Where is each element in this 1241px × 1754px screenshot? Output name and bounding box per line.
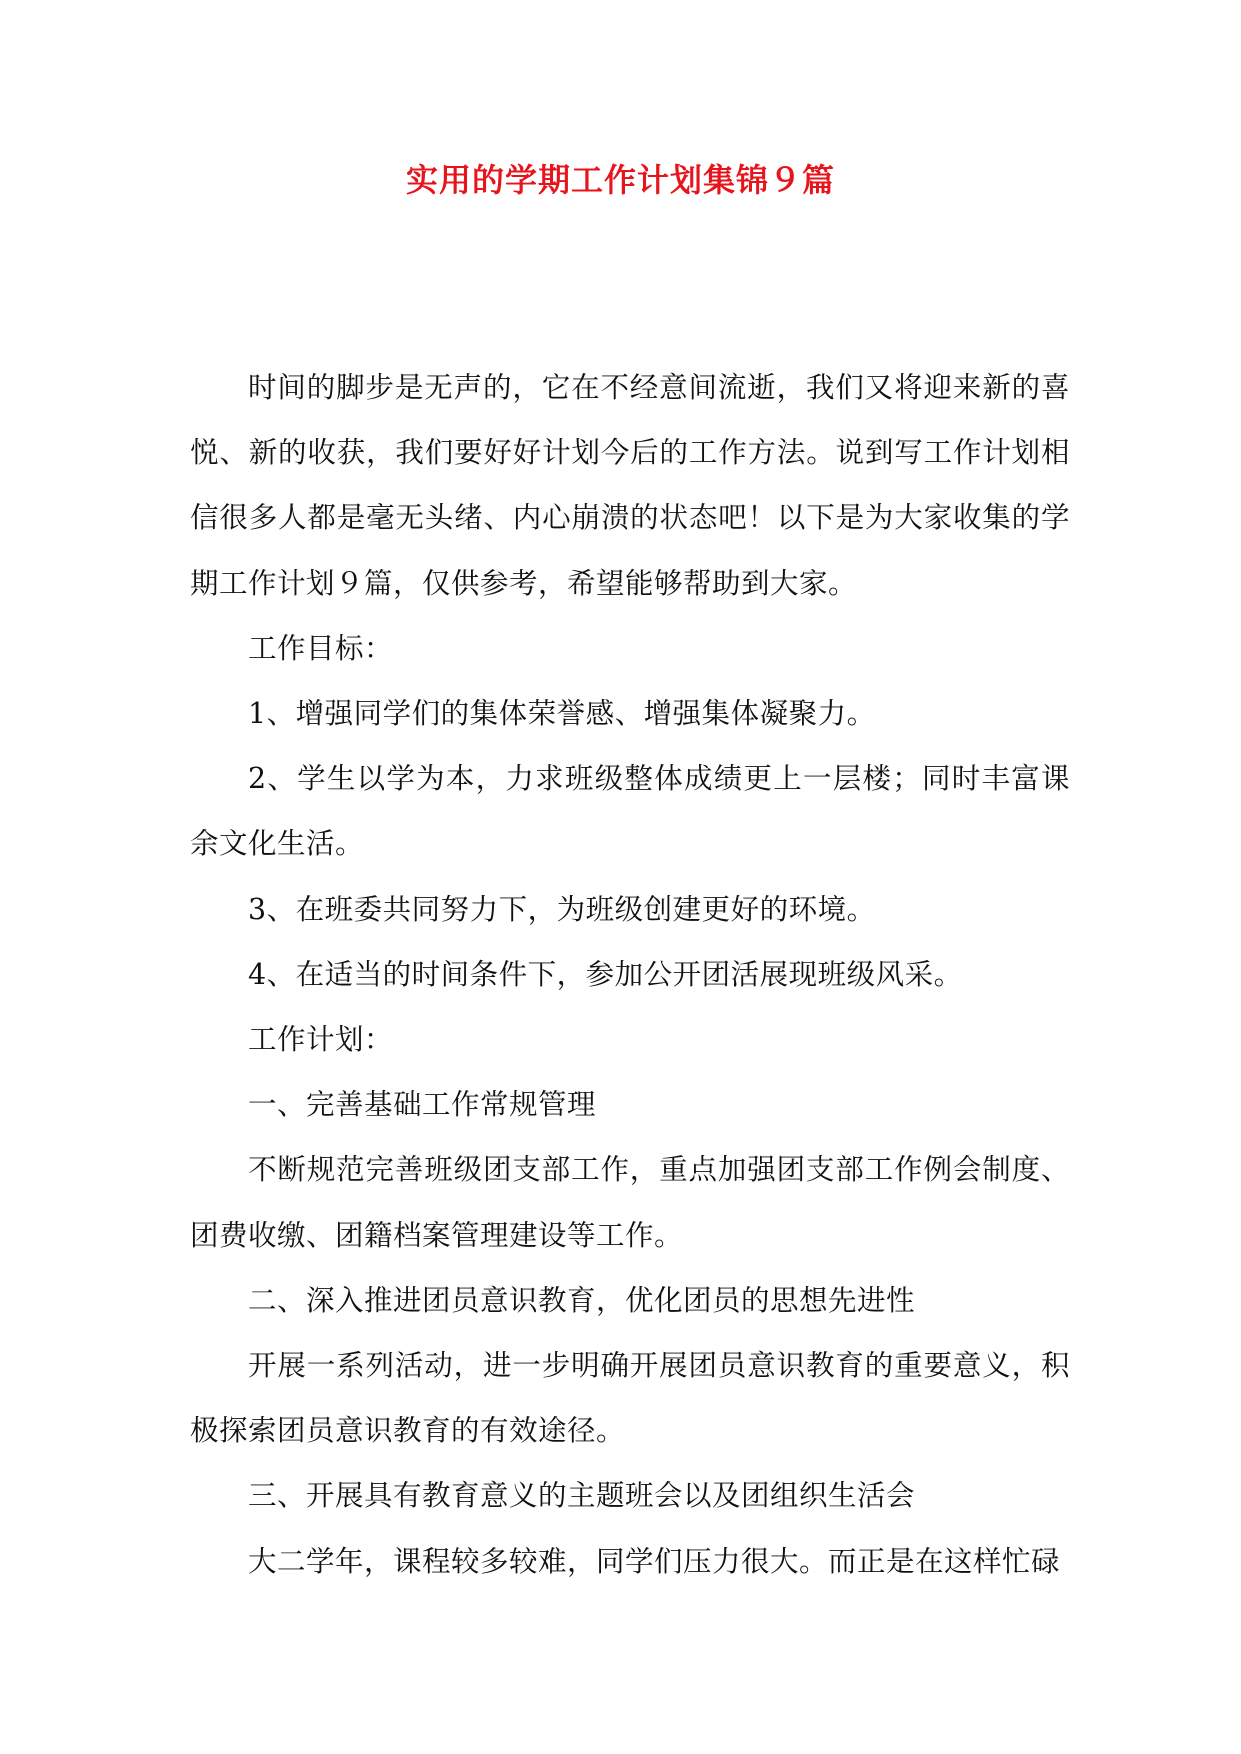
goal-item-4: 4、在适当的时间条件下，参加公开团活展现班级风采。 xyxy=(248,957,963,991)
document-title: 实用的学期工作计划集锦９篇 xyxy=(405,161,835,199)
goal-item-1: 1、增强同学们的集体荣誉感、增强集体凝聚力。 xyxy=(248,697,876,731)
goal-item-2: 2、学生以学为本，力求班级整体成绩更上一层楼；同时丰富课余文化生活。 xyxy=(190,762,1070,861)
plan-section-3-body: 大二学年，课程较多较难，同学们压力很大。而正是在这样忙碌 xyxy=(248,1544,1061,1578)
goal-item-3: 3、在班委共同努力下，为班级创建更好的环境。 xyxy=(248,892,876,926)
work-goals-heading: 工作目标： xyxy=(248,631,394,665)
document-body xyxy=(190,355,1070,1594)
plan-section-2-body: 开展一系列活动，进一步明确开展团员意识教育的重要意义，积极探索团员意识教育的有效途径。 xyxy=(190,1349,1070,1448)
plan-section-2-heading: 二、深入推进团员意识教育，优化团员的思想先进性 xyxy=(248,1283,916,1317)
plan-section-1-heading: 一、完善基础工作常规管理 xyxy=(248,1088,597,1122)
intro-paragraph: 时间的脚步是无声的，它在不经意间流逝，我们又将迎来新的喜悦、新的收获，我们要好好计划今后的工作方法。说到写工作计划相信很多人都是毫无头绪、内心崩溃的状态吧！以下是为大家收集的学期工作计划９篇，仅供参考，希望能够帮助到大家。 xyxy=(190,371,1070,600)
plan-section-3-heading: 三、开展具有教育意义的主题班会以及团组织生活会 xyxy=(248,1479,916,1513)
plan-section-1-body: 不断规范完善班级团支部工作，重点加强团支部工作例会制度、团费收缴、团籍档案管理建设等工作。 xyxy=(190,1153,1070,1252)
work-plan-heading: 工作计划： xyxy=(248,1023,394,1057)
